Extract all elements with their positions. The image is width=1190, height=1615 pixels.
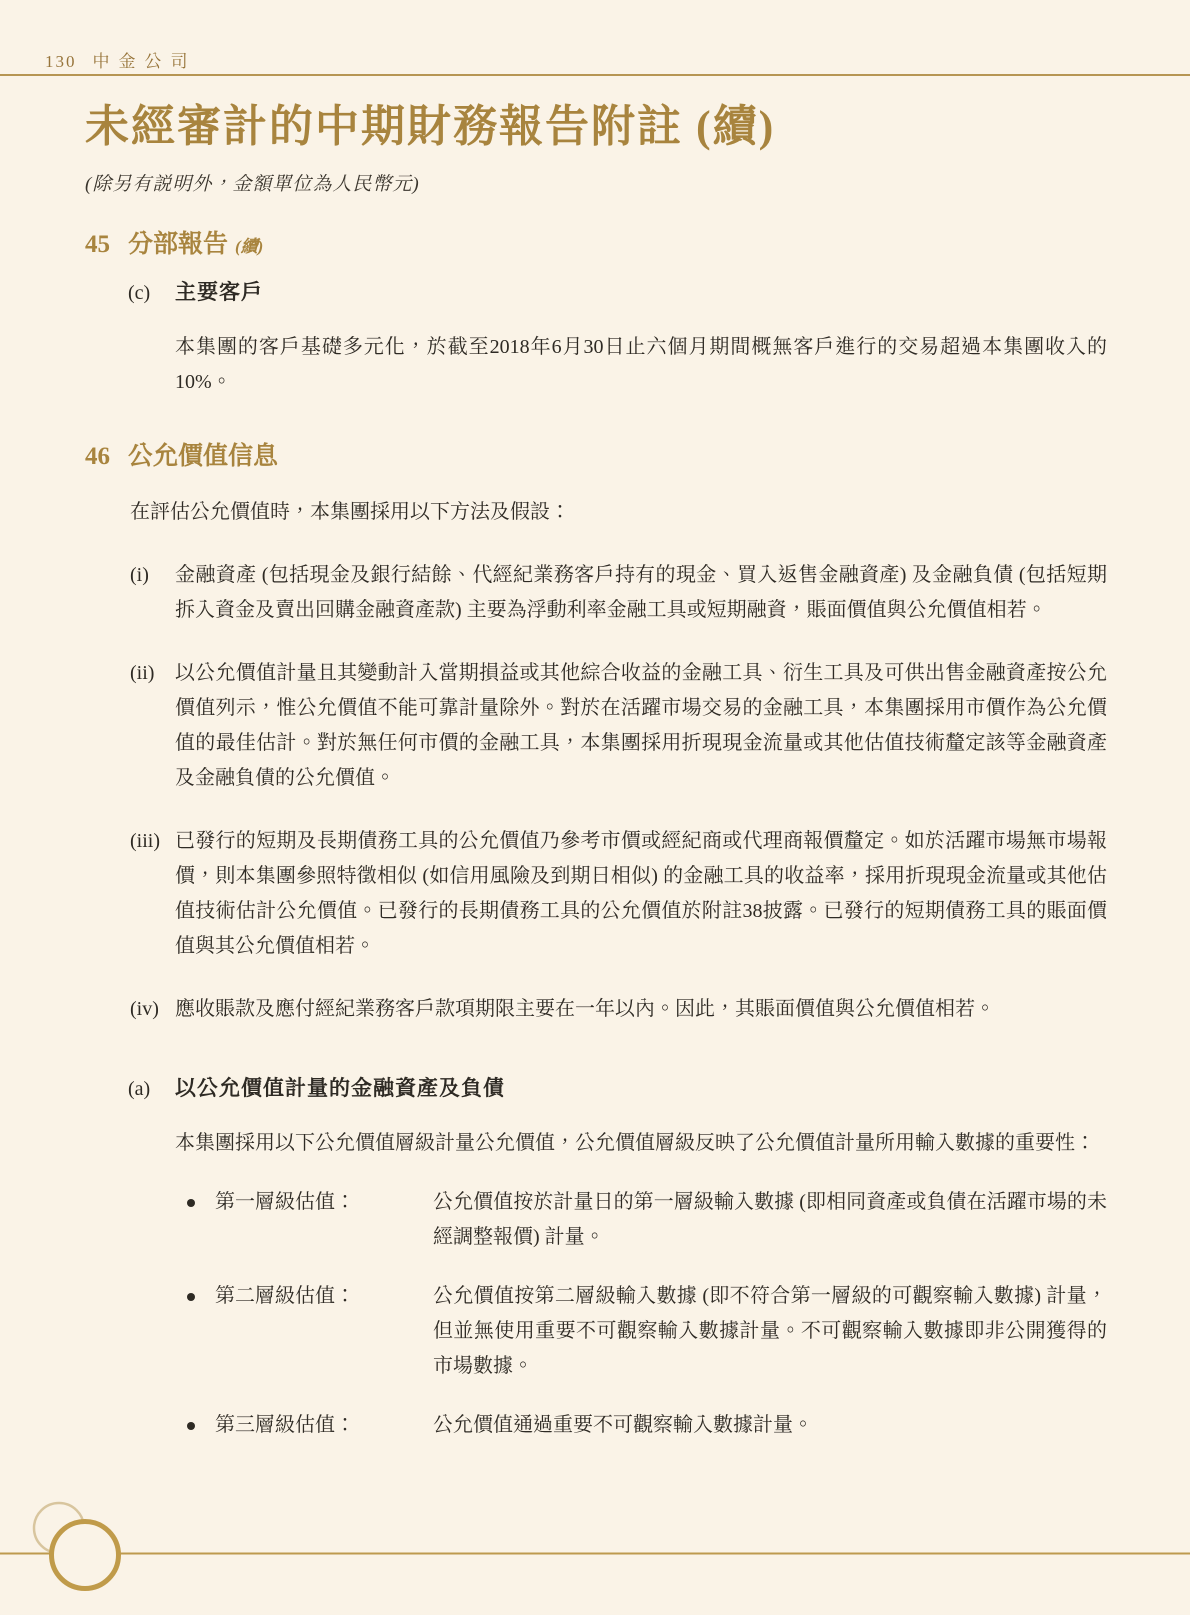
list-marker: (iii) [130,830,160,852]
section-title: 分部報告 [128,231,229,258]
list-marker: (iv) [130,998,159,1020]
page-number: 130 [45,52,77,71]
bullet-label: 第一層級估值： [215,1191,355,1213]
list-item-text: 以公允價值計量且其變動計入當期損益或其他綜合收益的金融工具、衍生工具及可供出售金融資產按公允價值列示，惟公允價值不能可靠計量除外。對於在活躍市場交易的金融工具，本集團採用市價作為公允價值的最佳估計。對於無任何市價的金融工具，本集團採用折現現金流量或其他估值技術釐定該等金融資產及金融負債的公允價值。 [175,662,1107,789]
running-header [45,47,197,72]
bullet-label: 第二層級估值： [215,1285,355,1307]
subsection-title: 主要客戶 [175,280,263,304]
bullet-dot-icon [185,1185,215,1255]
page-title: 未經審計的中期財務報告附註 (續) [85,102,776,151]
subsection-a-intro: 本集團採用以下公允價值層級計量公允價值，公允價值層級反映了公允價值計量所用輸入數據的重要性： [175,1132,1095,1154]
subsection-a-block [85,1073,1107,1443]
list-item-text: 金融資產 (包括現金及銀行結餘、代經紀業務客戶持有的現金、買入返售金融資產) 及金融負債 (包括短期拆入資金及賣出回購金融資產款) 主要為浮動利率金融工具或短期融資，賬面價值與公允價值相若。 [175,564,1107,621]
list-item-ii [130,656,1107,796]
bullet-level-2 [185,1279,1107,1384]
bullet-label: 第三層級估值： [215,1414,355,1436]
bullet-level-3 [185,1408,1107,1443]
section-title: 公允價值信息 [128,443,279,470]
company-name: 中金公司 [92,52,197,71]
list-item-iv [130,992,1107,1027]
bullet-dot-icon [185,1408,215,1443]
section-45-heading [85,228,1107,263]
subsection-title: 以公允價值計量的金融資產及負債 [175,1076,505,1100]
currency-note: (除另有説明外，金額單位為人民幣元) [85,174,420,195]
section-46-heading [85,440,1107,473]
bullet-text: 公允價值通過重要不可觀察輸入數據計量。 [433,1414,813,1436]
bullet-dot-icon [185,1279,215,1384]
bullet-level-1 [185,1185,1107,1255]
list-marker: (i) [130,564,149,586]
subsection-c-heading [128,277,1107,308]
subsection-a-heading [128,1073,1107,1104]
section-number: 45 [85,231,110,258]
subsection-marker: (a) [128,1078,151,1100]
list-item-text: 應收賬款及應付經紀業務客戶款項期限主要在一年以內。因此，其賬面價值與公允價值相若。 [175,998,995,1020]
section-46-fair-value [85,440,1107,1443]
section-45-segment-reporting [85,228,1107,400]
subsection-c-paragraph: 本集團的客戶基礎多元化，於截至2018年6月30日止六個月期間概無客戶進行的交易超過本集團收入的10%。 [175,336,1107,393]
section-continued-tag: (續) [235,237,264,256]
list-item-iii [130,824,1107,964]
footer-circle-large-icon [52,1522,119,1589]
list-item-i [130,558,1107,628]
header-rule [0,74,1190,76]
bullet-text: 公允價值按第二層級輸入數據 (即不符合第一層級的可觀察輸入數據) 計量，但並無使用重要不可觀察輸入數據計量。不可觀察輸入數據即非公開獲得的市場數據。 [433,1285,1107,1377]
footer-decoration [0,1490,1190,1615]
subsection-marker: (c) [128,282,151,304]
list-marker: (ii) [130,662,155,684]
document-body [85,98,1107,1443]
list-item-text: 已發行的短期及長期債務工具的公允價值乃參考市價或經紀商或代理商報價釐定。如於活躍市場無市場報價，則本集團參照特徵相似 (如信用風險及到期日相似) 的金融工具的收益率，採用折現現金流量或其他估值技術估計公允價值。已發行的長期債務工具的公允價值於附註38披露。已發行的短期債務工具的賬面價值與其公允價值相若。 [175,830,1107,957]
bullet-text: 公允價值按於計量日的第一層級輸入數據 (即相同資產或負債在活躍市場的未經調整報價) 計量。 [433,1191,1107,1248]
section-46-intro: 在評估公允價值時，本集團採用以下方法及假設： [130,501,570,523]
section-number: 46 [85,443,110,470]
